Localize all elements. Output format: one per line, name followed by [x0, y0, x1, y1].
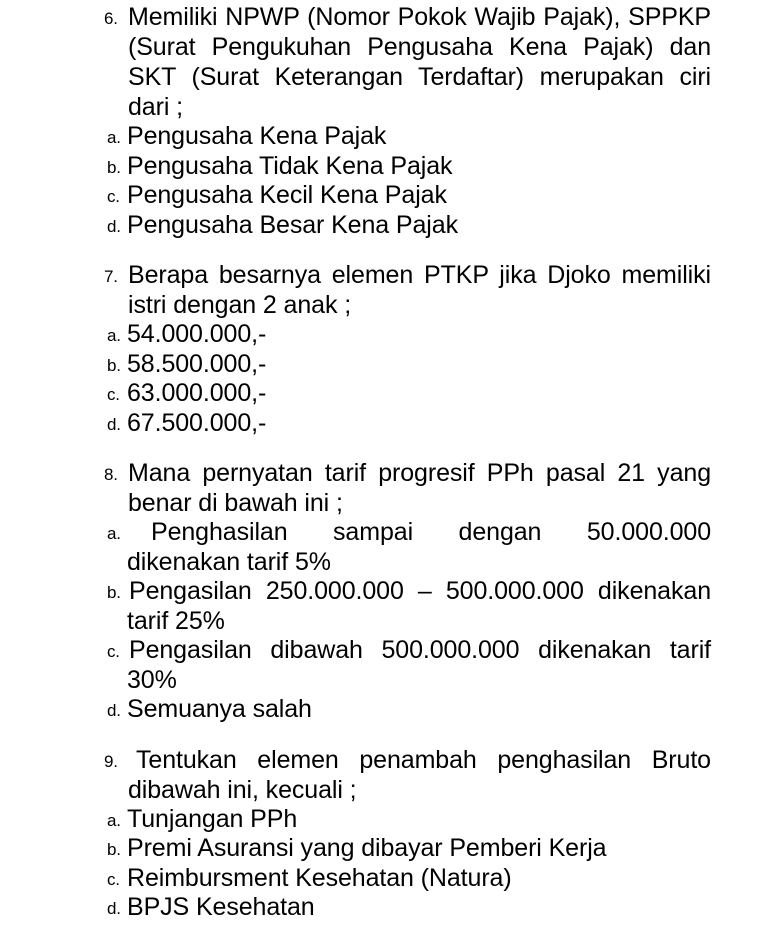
- option-list: [104, 518, 711, 725]
- option-list: [104, 805, 711, 923]
- option-item[interactable]: [107, 122, 711, 152]
- option-list: [104, 122, 711, 240]
- option-item[interactable]: [107, 379, 711, 409]
- option-item[interactable]: [107, 320, 711, 350]
- option-text: 67.500.000,-: [127, 408, 267, 437]
- question-text: Memiliki NPWP (Nomor Pokok Wajib Pajak), SPPKP (Surat Pengukuhan Pengusaha Kena Pajak) dan SKT (Surat Keterangan Terdaftar) merupakan ciri dari ;: [128, 3, 711, 121]
- option-letter: c.: [107, 187, 120, 206]
- option-text: BPJS Kesehatan: [127, 893, 315, 921]
- option-letter: c.: [107, 869, 120, 889]
- question-item: [104, 745, 711, 923]
- option-item[interactable]: [107, 577, 711, 636]
- option-text: Pengusaha Kecil Kena Pajak: [127, 181, 447, 209]
- option-item[interactable]: [107, 893, 711, 923]
- option-item[interactable]: [107, 409, 711, 439]
- question-text: Berapa besarnya elemen PTKP jika Djoko memiliki istri dengan 2 anak ;: [128, 261, 711, 319]
- option-text: Pengusaha Kena Pajak: [127, 122, 387, 150]
- option-text: Tunjangan PPh: [127, 804, 298, 833]
- option-item[interactable]: [107, 834, 711, 864]
- option-letter: d.: [107, 414, 121, 434]
- question-list: [104, 2, 711, 923]
- option-item[interactable]: [107, 805, 711, 835]
- option-text: Premi Asuransi yang dibayar Pemberi Kerja: [127, 834, 607, 862]
- question-number: 6.: [104, 9, 118, 28]
- option-item[interactable]: [107, 181, 711, 211]
- option-item[interactable]: [107, 695, 711, 725]
- option-letter: d.: [107, 216, 121, 236]
- question-number: 7.: [104, 267, 118, 286]
- option-item[interactable]: [107, 518, 711, 577]
- question-text: Tentukan elemen penambah penghasilan Bruto dibawah ini, kecuali ;: [128, 745, 711, 804]
- option-text: Reimbursment Kesehatan (Natura): [127, 863, 512, 892]
- option-letter: b.: [107, 355, 121, 375]
- option-item[interactable]: [107, 152, 711, 182]
- option-item[interactable]: [107, 211, 711, 241]
- option-letter: b.: [107, 840, 121, 859]
- option-text: Penghasilan sampai dengan 50.000.000 dikenakan tarif 5%: [127, 518, 711, 576]
- option-text: 58.500.000,-: [127, 349, 267, 378]
- option-letter: b.: [107, 157, 121, 177]
- option-letter: c.: [107, 385, 120, 404]
- option-letter: b.: [107, 583, 121, 602]
- option-text: 63.000.000,-: [127, 379, 267, 407]
- option-letter: a.: [107, 326, 121, 345]
- question-number: 9.: [104, 751, 118, 771]
- option-letter: a.: [107, 524, 121, 543]
- option-text: Pengasilan dibawah 500.000.000 dikenakan tarif 30%: [127, 636, 711, 694]
- option-text: Semuanya salah: [127, 695, 312, 723]
- option-text: 54.000.000,-: [127, 320, 267, 348]
- option-text: Pengasilan 250.000.000 – 500.000.000 dikenakan tarif 25%: [127, 577, 711, 635]
- option-letter: c.: [107, 642, 120, 661]
- question-item: [104, 458, 711, 725]
- question-number: 8.: [104, 465, 118, 484]
- option-list: [104, 320, 711, 438]
- option-item[interactable]: [107, 636, 711, 695]
- question-item: [104, 260, 711, 438]
- question-item: [104, 2, 711, 240]
- option-text: Pengusaha Besar Kena Pajak: [127, 210, 458, 239]
- option-letter: a.: [107, 810, 121, 830]
- option-letter: d.: [107, 899, 121, 918]
- option-item[interactable]: [107, 864, 711, 894]
- option-text: Pengusaha Tidak Kena Pajak: [127, 151, 453, 180]
- option-letter: d.: [107, 701, 121, 720]
- question-text: Mana pernyatan tarif progresif PPh pasal 21 yang benar di bawah ini ;: [128, 459, 711, 517]
- option-letter: a.: [107, 128, 121, 147]
- option-item[interactable]: [107, 350, 711, 380]
